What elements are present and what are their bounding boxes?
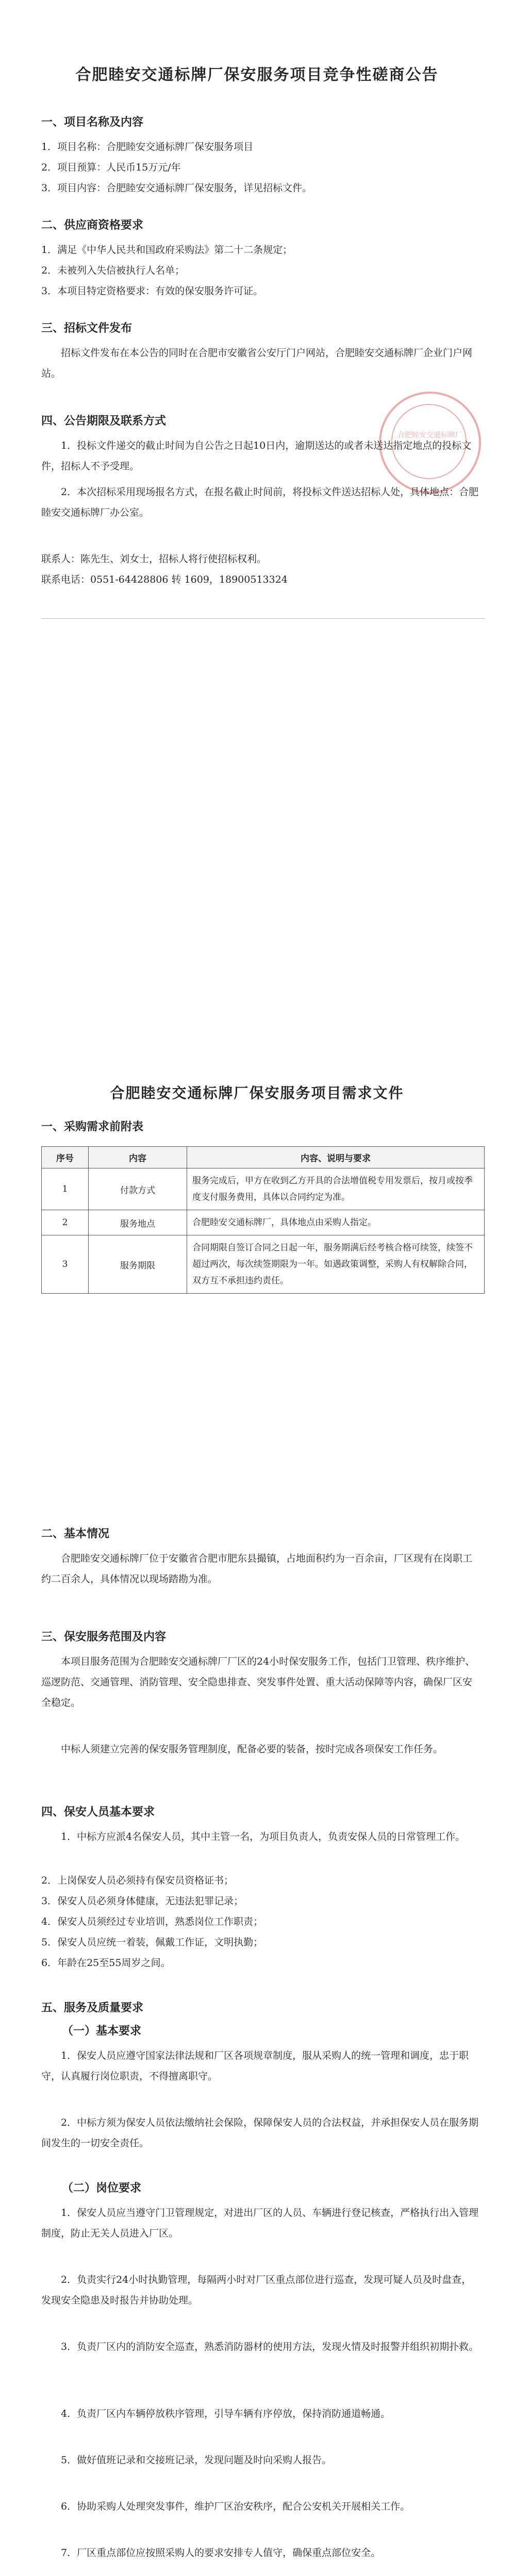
service-paragraph: 3．负责厂区内的消防安全巡查，熟悉消防器材的使用方法，发现火情及时报警并组织初期扑救。 [61, 2341, 479, 2352]
section-heading-contact: 四、公告期限及联系方式 [41, 414, 167, 428]
requirements-table [41, 1146, 485, 1294]
service-paragraph: 4．负责厂区内车辆停放秩序管理，引导车辆有序停放，保持消防通道畅通。 [61, 2408, 391, 2419]
table-header: 内容 [89, 1147, 187, 1168]
table-cell: 服务完成后，甲方在收到乙方开具的合法增值税专用发票后，按月或按季度支付服务费用，具体以合同约定为准。 [187, 1168, 485, 1210]
seal-text: 合肥睦安交通标牌厂 [397, 431, 462, 439]
table-cell: 合同期限自签订合同之日起一年，服务期满后经考核合格可续签，续签不超过两次，每次续签期限为一年。如遇政策调整，采购人有权解除合同，双方互不承担违约责任。 [187, 1235, 485, 1294]
section-heading-service: 五、服务及质量要求 [41, 2001, 144, 2014]
table-cell: 服务地点 [89, 1210, 187, 1235]
issue-paragraph: 招标文件发布在本公告的同时在合肥市安徽省公安厅门户网站，合肥睦安交通标牌厂企业门户网站。 [41, 347, 473, 379]
table-cell: 合肥睦安交通标牌厂，具体地点由采购人指定。 [187, 1210, 485, 1235]
staff-line: 6．年龄在25至55周岁之间。 [41, 1957, 171, 1969]
staff-line: 5．保安人员应统一着装，佩戴工作证，文明执勤； [41, 1937, 263, 1948]
supplier-line: 2．未被列入失信被执行人名单； [41, 265, 185, 276]
supplier-line: 1．满足《中华人民共和国政府采购法》第二十二条规定； [41, 244, 293, 256]
scope-paragraph: 中标人须建立完善的保安服务管理制度，配备必要的装备，按时完成各项保安工作任务。 [61, 1743, 443, 1755]
contact-paragraph: 1．投标文件递交的截止时间为自公告之日起10日内，逾期送达的或者未送达指定地点的投标文件，招标人不予受理。 [41, 440, 472, 472]
section-heading-basic: 二、基本情况 [41, 1527, 110, 1540]
section-divider [41, 618, 485, 619]
section-heading-overview: 一、采购需求前附表 [41, 1120, 144, 1133]
staff-line: 3．保安人员必须身体健康，无违法犯罪记录； [41, 1895, 244, 1907]
subheading-post-req: （二）岗位要求 [62, 2181, 142, 2195]
service-paragraph: 2．负责实行24小时执勤管理，每隔两小时对厂区重点部位进行巡查，发现可疑人员及时盘查，发现安全隐患及时报告并协助处理。 [41, 2274, 472, 2306]
service-paragraph: 6．协助采购人处理突发事件，维护厂区治安秩序，配合公安机关开展相关工作。 [61, 2501, 410, 2512]
table-row [42, 1168, 485, 1210]
contact-phone: 联系电话：0551-64428806 转 1609，18900513324 [41, 574, 288, 585]
notice-title: 合肥睦安交通标牌厂保安服务项目竞争性磋商公告 [75, 66, 439, 84]
table-row [42, 1210, 485, 1235]
service-paragraph: 2．中标方须为保安人员依法缴纳社会保险，保障保安人员的合法权益，并承担保安人员在服务期间发生的一切安全责任。 [41, 2117, 479, 2149]
section-heading-staff: 四、保安人员基本要求 [41, 1805, 155, 1819]
staff-line: 4．保安人员须经过专业培训，熟悉岗位工作职责； [41, 1916, 263, 1927]
project-line: 3．项目内容：合肥睦安交通标牌厂保安服务，详见招标文件。 [41, 182, 312, 194]
table-cell: 1 [42, 1168, 89, 1210]
staff-paragraph: 1．中标方应派4名保安人员，其中主管一名，为项目负责人，负责安保人员的日常管理工作。 [61, 1831, 466, 1842]
table-header-row [42, 1147, 485, 1168]
section-heading-project: 一、项目名称及内容 [41, 115, 144, 129]
requirements-title: 合肥睦安交通标牌厂保安服务项目需求文件 [110, 1084, 404, 1101]
project-line: 1．项目名称：合肥睦安交通标牌厂保安服务项目 [41, 141, 254, 152]
service-paragraph: 7．厂区重点部位应按照采购人的要求安排专人值守，确保重点部位安全。 [61, 2547, 381, 2558]
subheading-basic-req: （一）基本要求 [62, 2024, 142, 2038]
scope-paragraph: 本项目服务范围为合肥睦安交通标牌厂厂区的24小时保安服务工作，包括门卫管理、秩序维护、巡逻防范、交通管理、消防管理、安全隐患排查、突发事件处置、重大活动保障等内容，确保厂区安全稳定。 [41, 1656, 475, 1708]
table-cell: 付款方式 [89, 1168, 187, 1210]
service-paragraph: 1．保安人员应遵守国家法律法规和厂区各项规章制度，服从采购人的统一管理和调度，忠于职守，认真履行岗位职责，不得擅离职守。 [41, 2050, 469, 2082]
contact-paragraph: 2．本次招标采用现场报名方式，在报名截止时间前，将投标文件送达招标人处，具体地点：合肥睦安交通标牌厂办公室。 [41, 486, 479, 518]
contact-person: 联系人：陈先生、刘女士，招标人将行使招标权利。 [41, 553, 267, 565]
table-cell: 3 [42, 1235, 89, 1294]
table-row [42, 1235, 485, 1294]
table-cell: 服务期限 [89, 1235, 187, 1294]
table-header: 内容、说明与要求 [187, 1147, 485, 1168]
project-line: 2．项目预算：人民币15万元/年 [41, 162, 181, 173]
section-heading-supplier: 二、供应商资格要求 [41, 218, 144, 232]
basic-paragraph: 合肥睦安交通标牌厂位于安徽省合肥市肥东县撮镇，占地面积约为一百余亩，厂区现有在岗职工约二百余人，具体情况以现场踏勘为准。 [41, 1553, 473, 1585]
supplier-line: 3．本项目特定资格要求：有效的保安服务许可证。 [41, 285, 263, 297]
service-paragraph: 1．保安人员应当遵守门卫管理规定，对进出厂区的人员、车辆进行登记核查，严格执行出入管理制度，防止无关人员进入厂区。 [41, 2207, 479, 2239]
service-paragraph: 5．做好值班记录和交接班记录，发现问题及时向采购人报告。 [61, 2454, 332, 2466]
section-heading-scope: 三、保安服务范围及内容 [41, 1630, 167, 1643]
table-header: 序号 [42, 1147, 89, 1168]
staff-line: 2．上岗保安人员必须持有保安员资格证书； [41, 1875, 234, 1886]
section-heading-issue: 三、招标文件发布 [41, 321, 132, 335]
table-cell: 2 [42, 1210, 89, 1235]
